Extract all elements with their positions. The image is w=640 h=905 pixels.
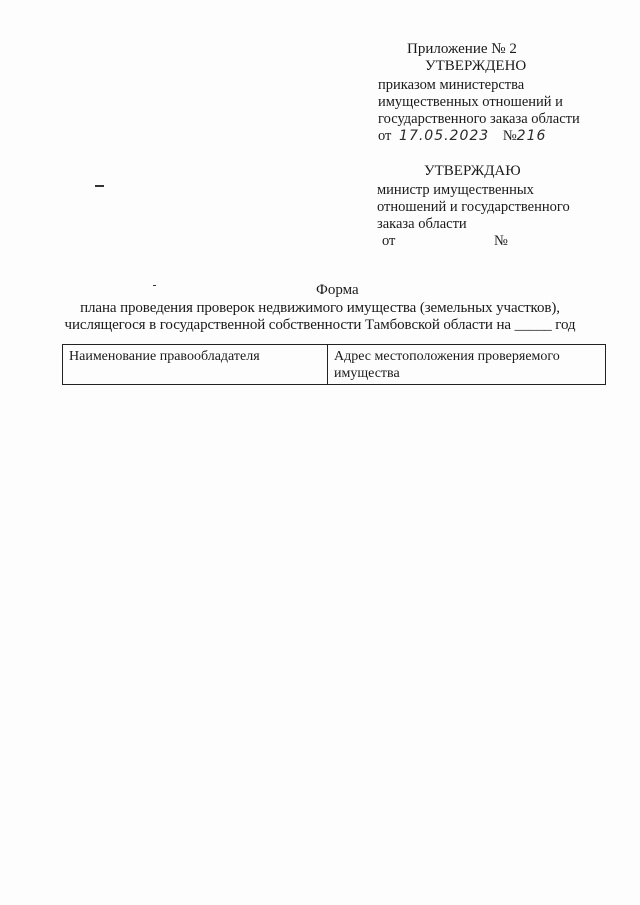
approval-line-1: министр имущественных: [377, 182, 534, 198]
table-header-row: [63, 345, 606, 385]
approval-number-label: №: [494, 233, 508, 249]
approved-line-1: приказом министерства: [378, 77, 525, 93]
form-label: Форма: [316, 282, 359, 298]
plan-table: [62, 344, 606, 385]
order-from-label: от: [378, 128, 392, 144]
appendix-label: Приложение № 2: [407, 41, 517, 57]
handwritten-number: 216: [516, 128, 547, 144]
order-number-label: №: [502, 128, 517, 144]
order-date-row: [378, 127, 546, 145]
approval-title: УТВЕРЖДАЮ: [424, 163, 521, 179]
form-title-line-2: числящегося в государственной собственности Тамбовской области на _____ год: [64, 317, 576, 333]
approved-line-2: имущественных отношений и: [378, 94, 563, 110]
approved-title: УТВЕРЖДЕНО: [425, 58, 527, 74]
scan-speck: [153, 285, 156, 286]
form-title-line-1: плана проведения проверок недвижимого имущества (земельных участков),: [80, 300, 560, 316]
approval-line-2: отношений и государственного: [377, 199, 570, 215]
approved-line-3: государственного заказа области: [378, 111, 580, 127]
column-header-address: Адрес местоположения проверяемого имущества: [328, 345, 606, 385]
handwritten-date: 17.05.2023: [399, 128, 490, 144]
scan-speck: [95, 185, 104, 187]
approval-line-3: заказа области: [377, 216, 467, 232]
column-header-owner: Наименование правообладателя: [63, 345, 328, 385]
approval-from-label: от: [382, 233, 396, 249]
